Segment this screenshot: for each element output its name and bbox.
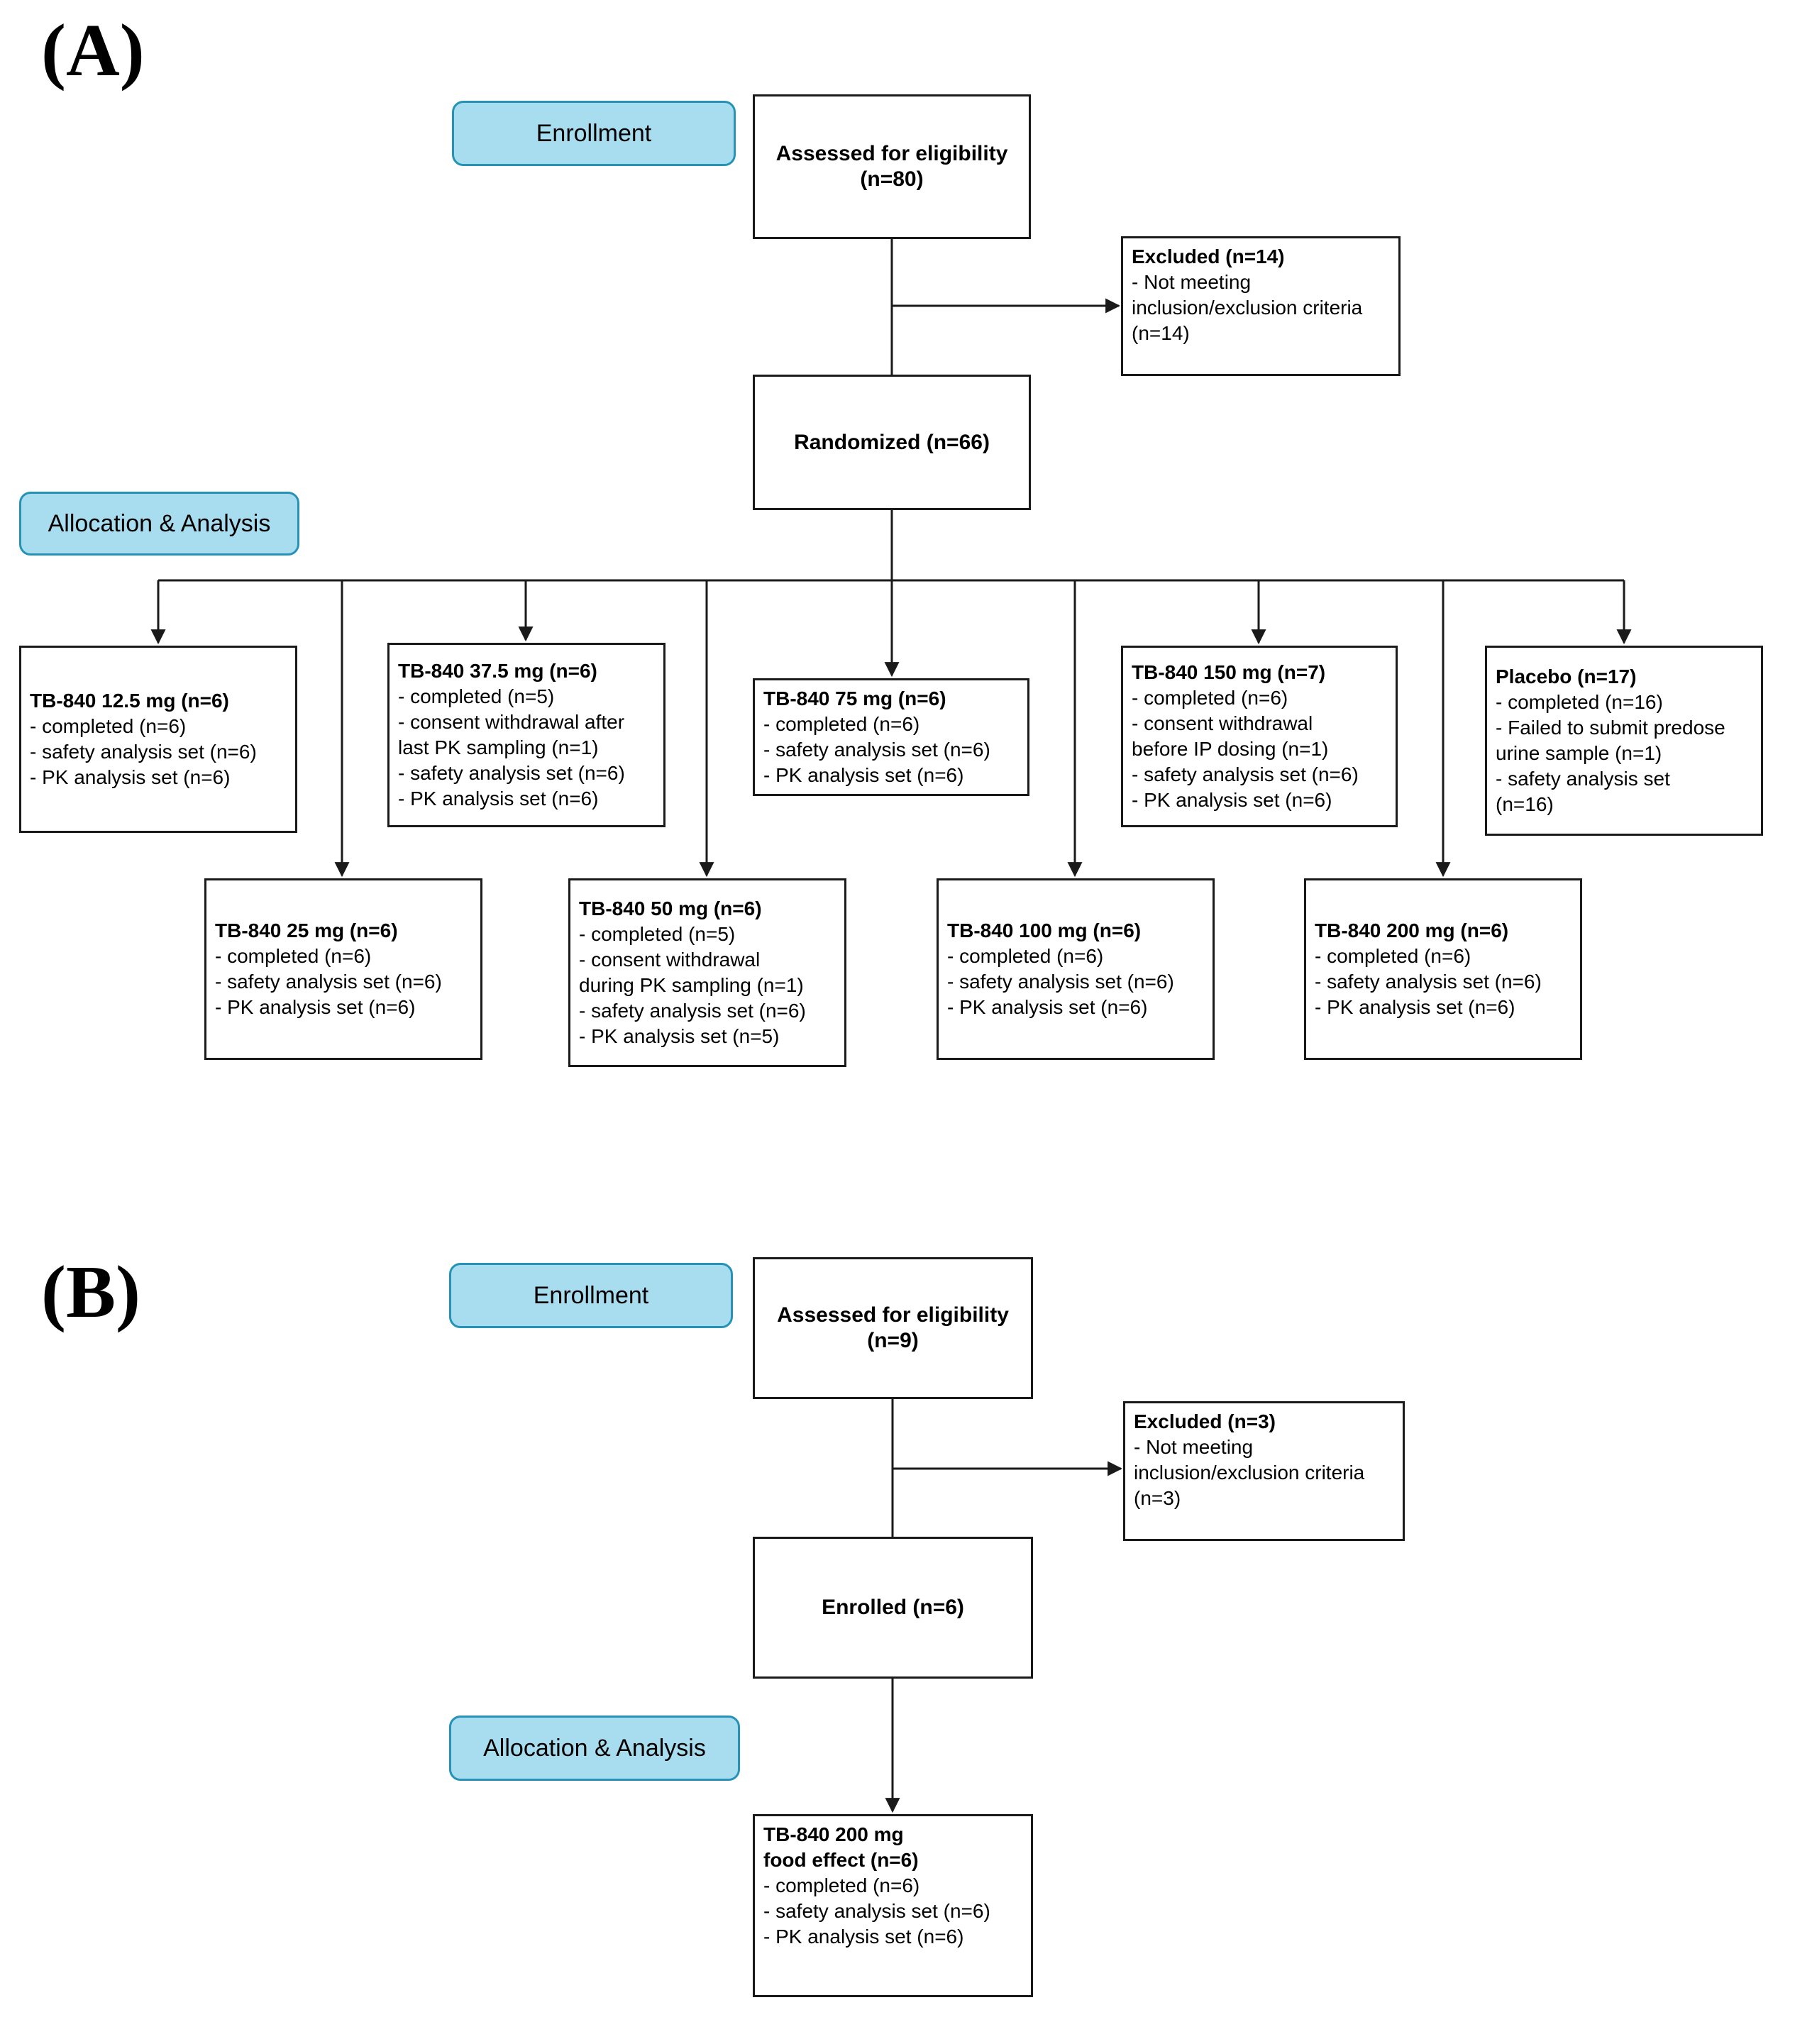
arm-line: - completed (n=6): [763, 713, 920, 735]
arm-box-tb840-150mg: [1121, 646, 1398, 827]
enrollment-pill-b: Enrollment: [449, 1263, 733, 1328]
excluded-line: inclusion/exclusion criteria: [1134, 1462, 1365, 1484]
assessed-eligibility-box-b: [753, 1257, 1033, 1399]
arm-line: - safety analysis set (n=6): [398, 762, 625, 784]
arm-line: - completed (n=6): [215, 945, 372, 967]
arm-line: (n=16): [1496, 793, 1554, 815]
arm-box-tb840-75mg: [753, 678, 1029, 796]
arm-title: TB-840 12.5 mg (n=6): [30, 690, 229, 712]
arm-line: - safety analysis set (n=6): [30, 741, 257, 763]
arm-line: - PK analysis set (n=6): [1132, 789, 1332, 811]
arm-box-tb840-12-5mg: [19, 646, 297, 833]
arm-line: - completed (n=5): [398, 685, 555, 707]
arm-line: - PK analysis set (n=6): [763, 764, 964, 786]
randomized-label: Randomized (n=66): [794, 430, 990, 454]
arm-line: - safety analysis set (n=6): [763, 1900, 990, 1922]
arm-line: before IP dosing (n=1): [1132, 738, 1329, 760]
arm-title: Placebo (n=17): [1496, 665, 1637, 687]
assessed-line-2: (n=80): [860, 167, 924, 191]
arm-line: - safety analysis set (n=6): [1132, 763, 1359, 785]
arm-line: - consent withdrawal after: [398, 711, 625, 733]
enrolled-box: [753, 1537, 1033, 1679]
assessed-line-1: Assessed for eligibility: [777, 1303, 1009, 1327]
excluded-title: Excluded (n=14): [1132, 245, 1285, 267]
arm-line: during PK sampling (n=1): [579, 974, 804, 996]
enrolled-label: Enrolled (n=6): [822, 1596, 964, 1619]
arm-line: - Failed to submit predose: [1496, 717, 1725, 739]
arm-title: TB-840 50 mg (n=6): [579, 897, 762, 919]
arm-line: - completed (n=5): [579, 923, 736, 945]
excluded-box-a: [1121, 236, 1401, 376]
arm-title: TB-840 37.5 mg (n=6): [398, 660, 597, 682]
excluded-title: Excluded (n=3): [1134, 1410, 1276, 1432]
arm-line: - completed (n=6): [947, 945, 1104, 967]
arm-line: - completed (n=16): [1496, 691, 1663, 713]
arm-line: - PK analysis set (n=6): [763, 1926, 964, 1948]
arm-box-tb840-25mg: [204, 878, 482, 1060]
allocation-analysis-pill-a: Allocation & Analysis: [19, 492, 299, 556]
arm-line: - safety analysis set (n=6): [215, 971, 442, 993]
arm-line: - completed (n=6): [1132, 687, 1288, 709]
arm-line: - safety analysis set (n=6): [579, 1000, 806, 1022]
arm-line: - PK analysis set (n=6): [947, 996, 1148, 1018]
arm-line: - safety analysis set (n=6): [763, 739, 990, 761]
arm-title: TB-840 150 mg (n=7): [1132, 661, 1326, 683]
excluded-line: inclusion/exclusion criteria: [1132, 297, 1363, 319]
arm-line: - completed (n=6): [763, 1874, 920, 1896]
arm-title: TB-840 100 mg (n=6): [947, 919, 1142, 941]
panel-a-label: (A): [41, 9, 145, 92]
arm-title: TB-840 75 mg (n=6): [763, 687, 946, 709]
arm-line: - PK analysis set (n=5): [579, 1025, 780, 1047]
excluded-line: - Not meeting: [1132, 271, 1252, 293]
arm-line: - consent withdrawal: [1132, 712, 1313, 734]
enrollment-pill-a: Enrollment: [452, 101, 736, 166]
arm-line: - completed (n=6): [1315, 945, 1471, 967]
arm-title: food effect (n=6): [763, 1849, 919, 1871]
allocation-analysis-pill-b: Allocation & Analysis: [449, 1716, 740, 1781]
excluded-line: (n=14): [1132, 322, 1190, 344]
arm-box-tb840-200mg-food-effect: [753, 1814, 1033, 1997]
arm-box-placebo: [1485, 646, 1763, 836]
arm-box-tb840-200mg: [1304, 878, 1582, 1060]
arm-line: - safety analysis set (n=6): [1315, 971, 1542, 993]
arm-line: - completed (n=6): [30, 715, 187, 737]
assessed-line-1: Assessed for eligibility: [775, 142, 1008, 165]
assessed-eligibility-box-a: [753, 94, 1031, 239]
excluded-box-b: [1123, 1401, 1405, 1541]
excluded-line: - Not meeting: [1134, 1436, 1254, 1458]
arm-box-tb840-50mg: [568, 878, 846, 1067]
panel-b-label: (B): [41, 1250, 140, 1333]
arm-title: TB-840 200 mg: [763, 1823, 904, 1845]
arm-line: - consent withdrawal: [579, 949, 761, 971]
randomized-box: [753, 375, 1031, 510]
excluded-line: (n=3): [1134, 1487, 1181, 1509]
arm-box-tb840-37-5mg: [387, 643, 665, 827]
arm-line: - PK analysis set (n=6): [1315, 996, 1515, 1018]
arm-line: - safety analysis set (n=6): [947, 971, 1174, 993]
arm-line: last PK sampling (n=1): [398, 736, 599, 758]
arm-title: TB-840 25 mg (n=6): [215, 919, 398, 941]
arm-line: - PK analysis set (n=6): [30, 766, 231, 788]
assessed-line-2: (n=9): [867, 1329, 919, 1352]
arm-title: TB-840 200 mg (n=6): [1315, 919, 1509, 941]
arm-line: - safety analysis set: [1496, 768, 1670, 790]
arm-line: - PK analysis set (n=6): [215, 996, 416, 1018]
arm-box-tb840-100mg: [937, 878, 1215, 1060]
arm-line: urine sample (n=1): [1496, 742, 1662, 764]
arm-line: - PK analysis set (n=6): [398, 788, 599, 810]
